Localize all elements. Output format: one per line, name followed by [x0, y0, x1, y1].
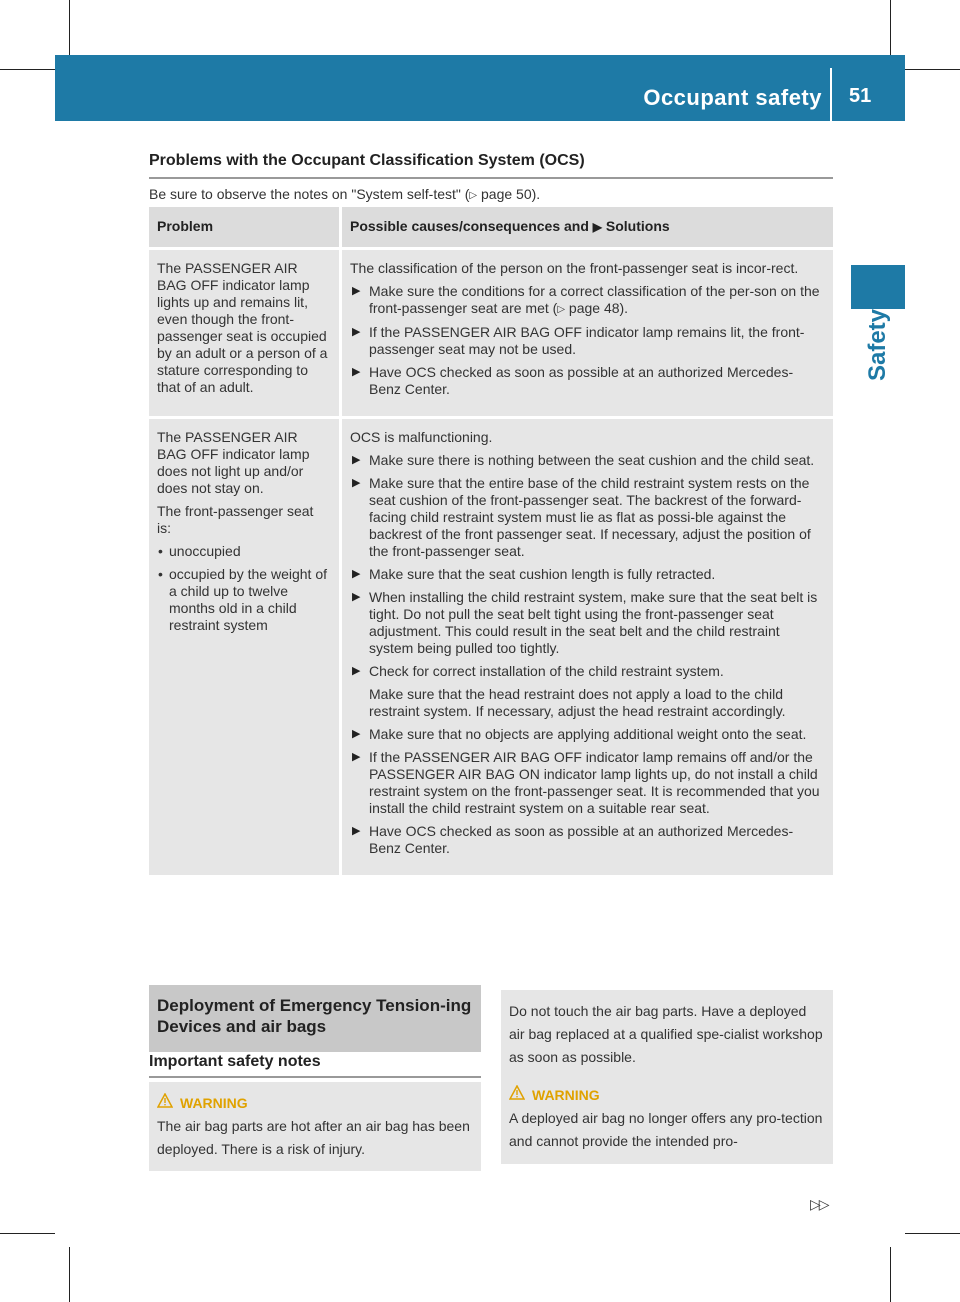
list-item: • occupied by the weight of a child up to twelve months old in a child restraint system: [158, 566, 327, 633]
page-number: 51: [849, 85, 872, 107]
action-arrow-icon: ▶: [352, 665, 361, 677]
crop-mark: [905, 69, 960, 70]
solution-cell: The classification of the person on the front-passenger seat is incor-rect. ▶ Make sure the conditions for a correct classification of the per-son on the front-passenger seat are met (▷ page 48). ▶ If the PASSENGER AIR BAG OFF indicator lamp remains lit, the front-passenger seat may not be used. ▶ Have OCS checked as soon as possible at an authorized Mercedes-Benz Center.: [342, 250, 833, 416]
notice-box: Do not touch the air bag parts. Have a deployed air bag replaced at a qualified spe-cialist workshop as soon as possible.: [501, 990, 833, 1076]
step-note: Make sure that the head restraint does not apply a load to the child restraint system. If necessary, adjust the head restraint accordingly.: [369, 686, 786, 719]
warning-heading: WARNING: [509, 1084, 825, 1107]
action-arrow-icon: ▶: [352, 285, 361, 297]
warning-box: [501, 1074, 833, 1164]
action-step: ▶ If the PASSENGER AIR BAG OFF indicator lamp remains lit, the front-passenger seat may not be used.: [352, 324, 805, 357]
action-step: ▶ Have OCS checked as soon as possible at an authorized Mercedes-Benz Center.: [352, 823, 794, 856]
action-arrow-icon: ▶: [352, 728, 361, 740]
table-row: [149, 250, 833, 416]
action-step: ▶ When installing the child restraint system, make sure that the seat belt is tight. Do not pull the seat belt tight using the front-passenger seat adjustment. This could result in the seat belt and the child restraint system being pulled too tightly.: [352, 589, 818, 656]
ocs-problems-table: [149, 207, 833, 875]
action-arrow-icon: ▶: [352, 568, 361, 580]
action-step: ▶ Make sure that no objects are applying additional weight onto the seat.: [352, 726, 807, 742]
crop-mark: [0, 1233, 55, 1234]
warning-box: [149, 1082, 481, 1171]
crop-mark: [890, 1247, 891, 1302]
action-arrow-icon: ▶: [352, 366, 361, 378]
triangle-right-icon: ▷: [469, 190, 478, 201]
action-arrow-icon: ▶: [352, 751, 361, 763]
action-arrow-icon: ▶: [352, 477, 361, 489]
side-tab-label: Safety: [864, 308, 892, 382]
table-row: [149, 419, 833, 875]
chapter-title: Occupant safety: [643, 85, 822, 110]
action-step: ▶ Make sure that the seat cushion length is fully retracted.: [352, 566, 716, 582]
list-item: • unoccupied: [158, 543, 241, 559]
action-arrow-icon: ▶: [352, 326, 361, 338]
column-header-solutions: Possible causes/consequences and ▶ Solutions: [342, 207, 833, 247]
warning-heading: WARNING: [157, 1092, 473, 1115]
crop-mark: [0, 69, 55, 70]
triangle-right-icon: ▷: [557, 304, 566, 315]
table-header-row: [149, 207, 833, 247]
header-divider: [830, 68, 832, 121]
intro-text: Be sure to observe the notes on "System self-test" (▷ page 50).: [149, 186, 541, 202]
action-arrow-icon: ▶: [592, 220, 603, 234]
action-step: ▶ Make sure the conditions for a correct classification of the per-son on the front-passenger seat are met (▷ page 48).: [352, 283, 820, 316]
action-arrow-icon: ▶: [352, 591, 361, 603]
action-step: ▶ Make sure there is nothing between the seat cushion and the child seat.: [352, 452, 815, 468]
crop-mark: [905, 1233, 960, 1234]
crop-mark: [69, 1247, 70, 1302]
safety-notes-title: Important safety notes: [149, 1053, 321, 1070]
warning-text: A deployed air bag no longer offers any pro-tection and cannot provide the intended pro-: [509, 1110, 823, 1149]
bullet-icon: •: [158, 566, 163, 582]
warning-text: The air bag parts are hot after an air bag has been deployed. There is a risk of injury.: [157, 1118, 470, 1157]
action-step: ▶ Check for correct installation of the child restraint system.: [352, 663, 724, 679]
crop-mark: [69, 0, 70, 55]
warning-triangle-icon: [509, 1084, 526, 1107]
page-ref-link[interactable]: page 48).: [568, 300, 629, 316]
problem-cell: The PASSENGER AIR BAG OFF indicator lamp does not light up and/or does not stay on. The front-passenger seat is: • unoccupied • occupied by the weight of a child up to twelve months old in a child restraint system: [149, 419, 342, 875]
section-title: Problems with the Occupant Classification System (OCS): [149, 152, 585, 169]
problem-cell: The PASSENGER AIR BAG OFF indicator lamp lights up and remains lit, even though the front-passenger seat is occupied by an adult or a person of a stature corresponding to that of an adult.: [149, 250, 342, 416]
action-arrow-icon: ▶: [352, 454, 361, 466]
warning-triangle-icon: [157, 1092, 174, 1115]
safety-notes-rule: [149, 1076, 481, 1078]
action-step: ▶ If the PASSENGER AIR BAG OFF indicator lamp remains off and/or the PASSENGER AIR BAG ON indicator lamp lights up, do not install a child restraint system on the front-passenger seat. It is recommended that you install the child restraint system on a suitable rear seat.: [352, 749, 820, 816]
page-ref-link[interactable]: page 50).: [481, 186, 541, 202]
solution-cell: OCS is malfunctioning. ▶ Make sure there is nothing between the seat cushion and the child seat. ▶ Make sure that the entire base of the child restraint system rests on the seat cushion of the front-passenger seat. The backrest of the forward-facing child restraint system must lie as flat as possi-ble against the backrest of the front passenger seat. If necessary, adjust the position of the front-passenger seat. ▶ Make sure that the seat cushion length is fully retracted. ▶ When installing the child restraint system, make sure that the seat belt is tight. Do not pull the seat belt tight using the front-passenger seat adjustment. This could result in the seat belt and the child restraint system being pulled too tightly. ▶ Check for correct installation of the child restraint system. Make sure that the head restraint does not apply a load to the child restraint system. If necessary, adjust the head restraint accordingly. ▶ Make sure that no objects are applying additional weight onto the seat. ▶ If the PASSENGER AIR BAG OFF indicator lamp remains off and/or the PASSENGER AIR BAG ON indicator lamp lights up, do not install a child restraint system on the front-passenger seat. It is recommended that you install the child restraint system on a suitable rear seat. ▶ Have OCS checked as soon as possible at an authorized Mercedes-Benz Center.: [342, 419, 833, 875]
crop-mark: [890, 0, 891, 55]
section-rule: [149, 177, 833, 179]
continue-arrow-icon: ▷▷: [810, 1196, 828, 1212]
action-step: ▶ Have OCS checked as soon as possible at an authorized Mercedes-Benz Center.: [352, 364, 794, 397]
column-header-problem: Problem: [149, 207, 342, 247]
bullet-icon: •: [158, 543, 163, 559]
deployment-heading: Deployment of Emergency Tension-ing Devices and air bags: [149, 985, 481, 1052]
action-arrow-icon: ▶: [352, 825, 361, 837]
action-step: ▶ Make sure that the entire base of the child restraint system rests on the seat cushion of the front-passenger seat. The backrest of the forward-facing child restraint system must lie as flat as possi-ble against the backrest of the front passenger seat. If necessary, adjust the position of the front-passenger seat.: [352, 475, 811, 559]
